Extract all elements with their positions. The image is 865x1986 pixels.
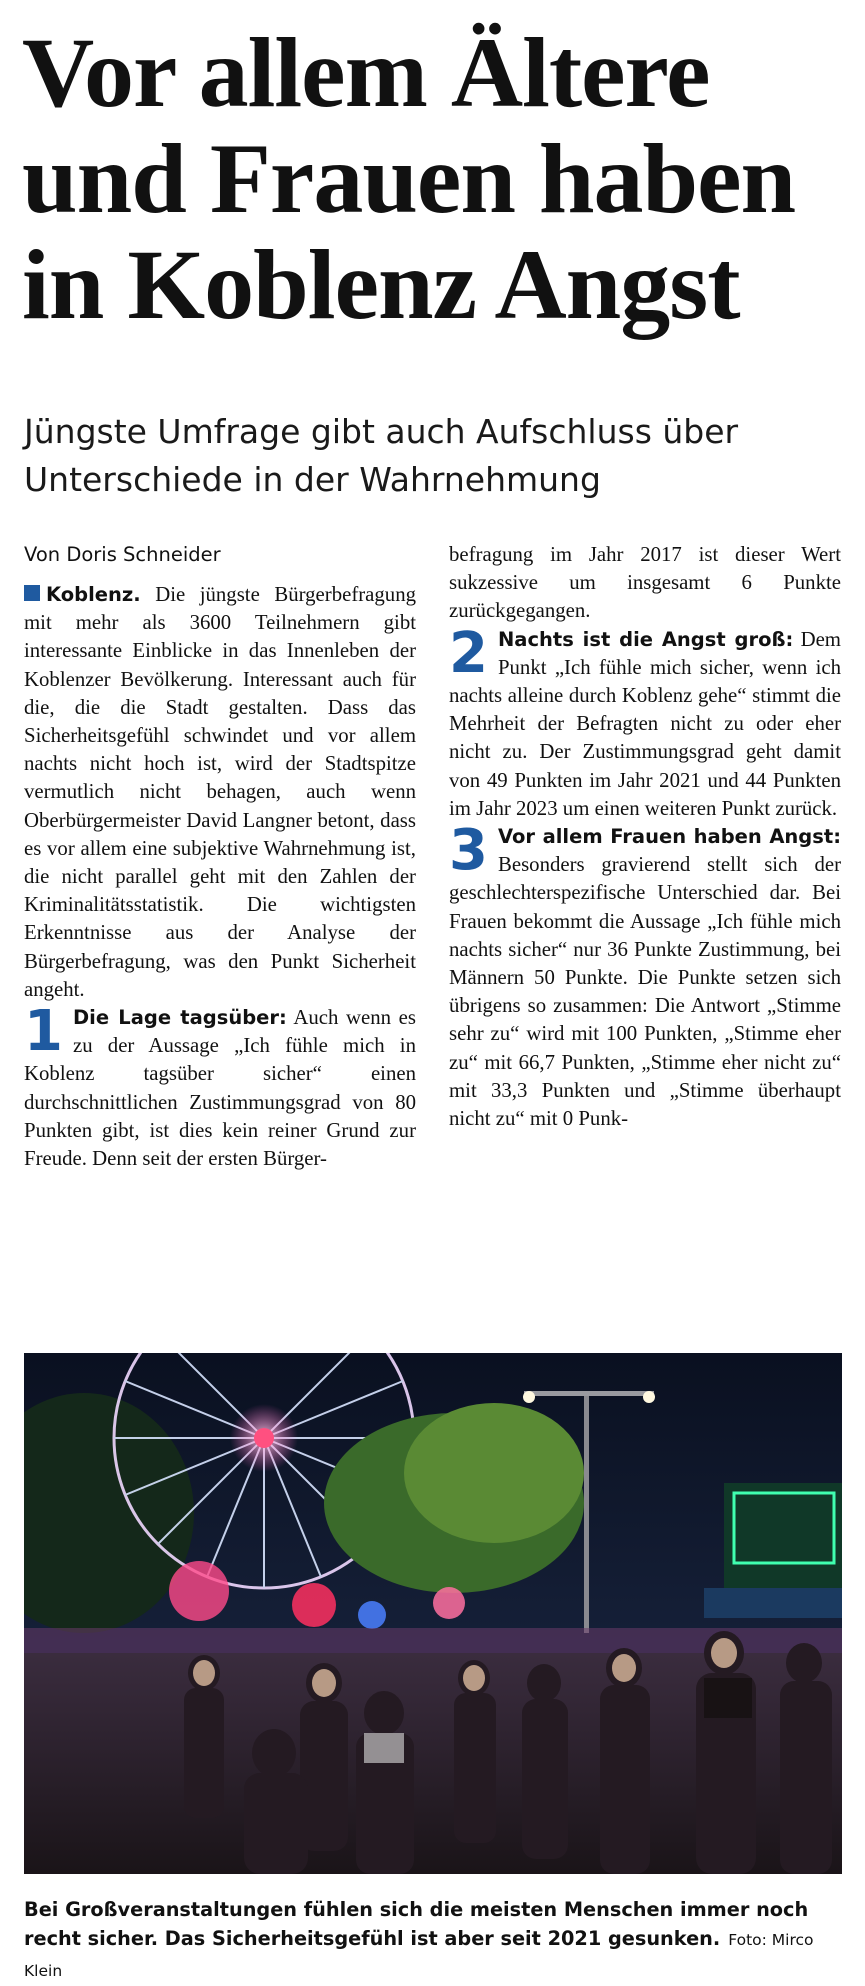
headline: Vor allem Ältere und Frauen haben in Koblenz Angst — [22, 17, 796, 340]
square-bullet-icon — [24, 585, 40, 601]
festival-photo — [24, 1353, 842, 1874]
subheadline: Jüngste Umfrage gibt auch Aufschluss über Unterschiede in der Wahrnehmung — [24, 412, 739, 499]
section-title-3: Vor allem Frauen haben Angst: — [497, 825, 841, 849]
section-title-2: Nachts ist die Angst groß: — [497, 627, 794, 651]
photo-credit: Foto: Mirco Klein — [24, 1931, 814, 1980]
photo-caption — [24, 1895, 854, 1986]
intro-paragraph — [24, 581, 416, 1004]
caption-text: Bei Großveranstaltungen fühlen sich die meisten Menschen immer noch recht sicher. Das Sicherheitsgefühl ist aber seit 2021 gesunken. — [24, 1898, 809, 1950]
section-title-1: Die Lage tagsüber: — [72, 1006, 287, 1030]
article-column-right — [449, 541, 841, 1133]
dateline: Koblenz. — [46, 583, 141, 606]
festival-night-scene-image — [24, 1353, 842, 1874]
section-2 — [449, 620, 841, 823]
section-number-1: 1 — [24, 999, 63, 1065]
intro-text: Die jüngste Bürgerbefragung mit mehr als 3600 Teilnehmern gibt interessante Einblicke in das Innenleben der Koblenzer Bevölkerung. Interessant auch für die, die die Stadt gestalten. Dass das Sicherheitsgefühl schwindet und vor allem nachts nicht hoch ist, wird der Stadtspitze vermutlich nicht behagen, auch wenn Oberbürgermeister David Langner betont, dass es vor allem eine subjektive Wahrnehmung ist, die nicht parallel geht mit den Zahlen der Kriminalitätsstatistik. Die wichtigsten Erkenntnisse aus der Analyse der Bürgerbefragung, was den Punkt Sicherheit angeht. — [24, 583, 416, 1001]
section-text-3: Besonders gravierend stellt sich der geschlechterspezifische Unterschied dar. Bei Frauen bekommt die Aussage „Ich fühle mich nachts sicher“ nur 36 Punkte Zustimmung, bei Männern 50 Punkte. Die Punkte setzen sich übrigens so zusammen: Die Antwort „Stimme sehr zu“ wird mit 100 Punkten, „Stimme eher zu“ mit 66,7 Punkten, „Stimme eher nicht zu“ mit 33,3 Punkten und „Stimme überhaupt nicht zu“ mit 0 Punk- — [449, 853, 841, 1131]
section-1 — [24, 999, 416, 1173]
section-1-continuation: befragung im Jahr 2017 ist dieser Wert sukzessive um insgesamt 6 Punkte zurückgegangen. — [449, 543, 841, 623]
section-number-3: 3 — [449, 818, 488, 884]
section-text-1: Auch wenn es zu der Aussage „Ich fühle mich in Koblenz tagsüber sicher“ einen durchschnittlichen Zustimmungsgrad von 80 Punkten gibt, ist dies kein reiner Grund zur Freude. Denn seit der ersten Bürger- — [24, 1006, 416, 1171]
section-3 — [449, 818, 841, 1133]
author-byline: Von Doris Schneider — [24, 543, 221, 566]
section-number-2: 2 — [449, 620, 488, 686]
article-column-left — [24, 541, 416, 1173]
section-text-2: Dem Punkt „Ich fühle mich sicher, wenn ich nachts alleine durch Koblenz gehe“ stimmt die Mehrheit der Befragten nicht zu oder eher nicht zu. Der Zustimmungsgrad geht damit von 49 Punkten im Jahr 2021 und 44 Punkten im Jahr 2023 um einen weiteren Punkt zurück. — [449, 627, 841, 820]
